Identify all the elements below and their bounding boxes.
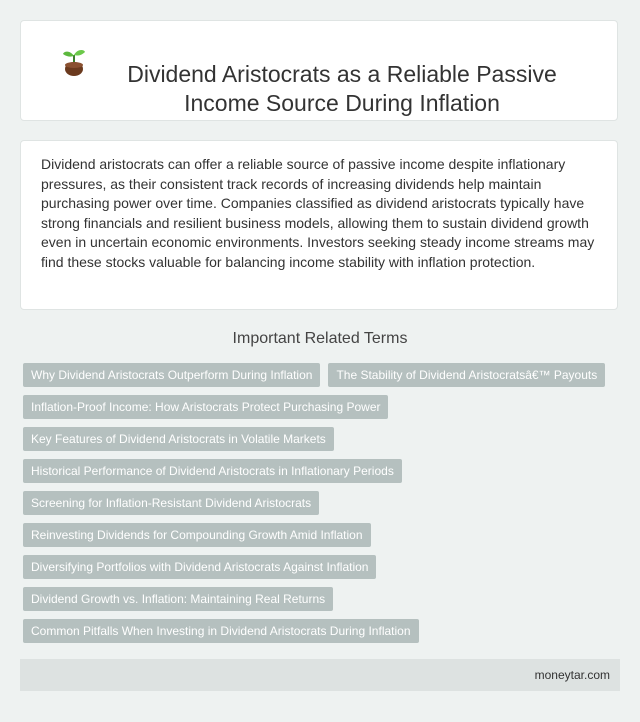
related-terms-heading: Important Related Terms (232, 330, 408, 347)
related-term-tag[interactable]: The Stability of Dividend Aristocratsâ€™ Payouts (328, 363, 605, 387)
summary-text: Dividend aristocrats can offer a reliable source of passive income despite inflationary pressures, as their consistent track records of increasing dividends help maintain purchasing power over time. Companies classified as dividend aristocrats typically have strong financials and resilient business models, allowing them to sustain dividend growth even in uncertain economic environments. Investors seeking steady income streams may find these stocks valuable for balancing income stability with inflation protection. (41, 156, 595, 270)
related-term-tag[interactable]: Why Dividend Aristocrats Outperform During Inflation (23, 363, 320, 387)
related-term-tag[interactable]: Key Features of Dividend Aristocrats in Volatile Markets (23, 427, 334, 451)
footer-site-link[interactable]: moneytar.com (534, 668, 610, 682)
plant-sprout-icon (61, 47, 87, 77)
related-terms-list (23, 363, 623, 651)
related-term-tag[interactable]: Reinvesting Dividends for Compounding Growth Amid Inflation (23, 523, 371, 547)
page-title: Dividend Aristocrats as a Reliable Passive Income Source During Inflation (127, 61, 557, 117)
related-term-tag[interactable]: Screening for Inflation-Resistant Dividend Aristocrats (23, 491, 319, 515)
header-card (20, 20, 618, 121)
footer (20, 659, 620, 691)
related-term-tag[interactable]: Inflation-Proof Income: How Aristocrats Protect Purchasing Power (23, 395, 388, 419)
related-term-tag[interactable]: Diversifying Portfolios with Dividend Aristocrats Against Inflation (23, 555, 376, 579)
related-term-tag[interactable]: Historical Performance of Dividend Aristocrats in Inflationary Periods (23, 459, 402, 483)
related-term-tag[interactable]: Common Pitfalls When Investing in Dividend Aristocrats During Inflation (23, 619, 419, 643)
related-term-tag[interactable]: Dividend Growth vs. Inflation: Maintaining Real Returns (23, 587, 333, 611)
summary-card (20, 140, 618, 310)
